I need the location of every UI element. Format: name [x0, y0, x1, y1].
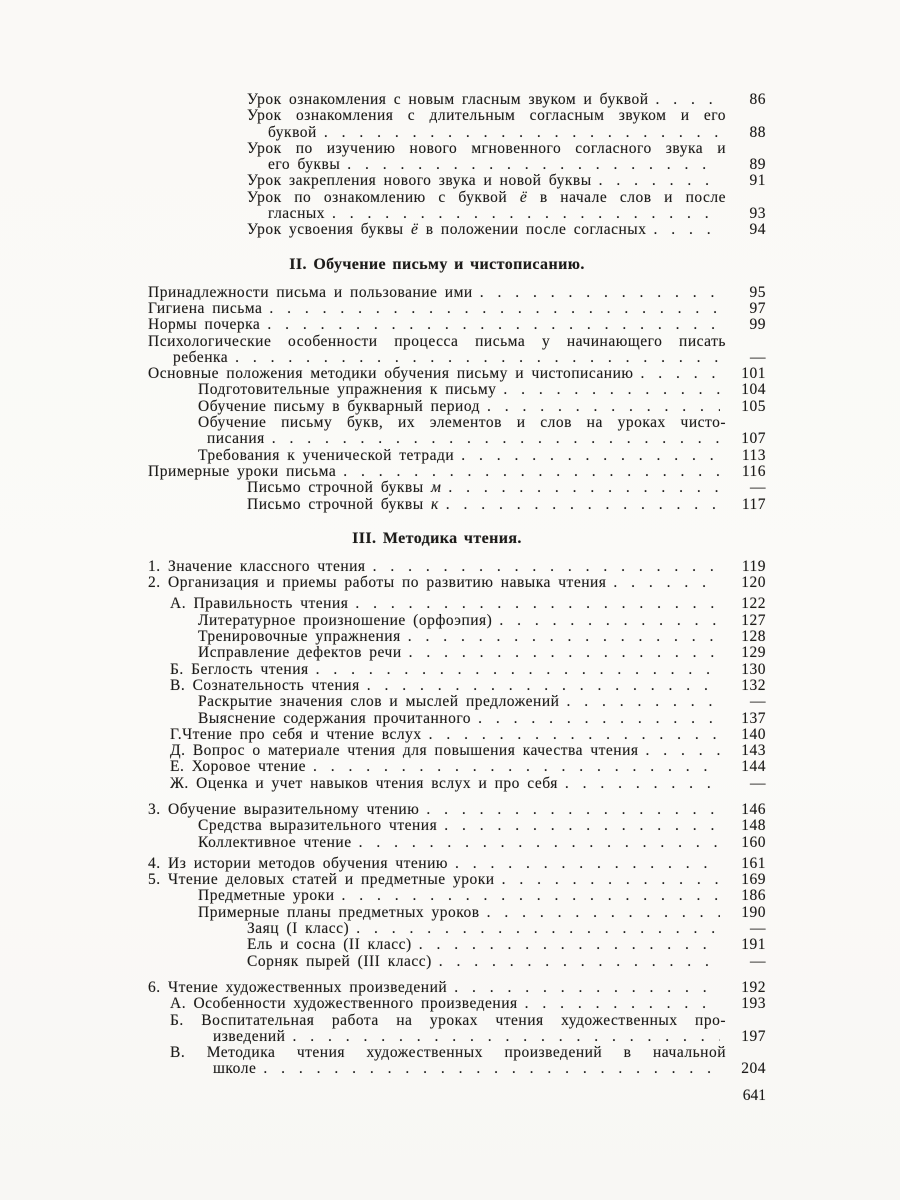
page-ref: 192 [741, 978, 766, 996]
folio-page-number: 641 [742, 1086, 766, 1104]
dot-leader [408, 629, 720, 645]
toc-entry-text: 2. Организация и приемы работы по развитию навыка чтения [148, 574, 607, 592]
toc-row [148, 92, 766, 108]
toc-entry-text: Средства выразительного чтения [198, 817, 438, 835]
toc-entry-text: изведений [213, 1027, 286, 1045]
dot-leader [599, 173, 720, 189]
page-ref: 119 [741, 557, 766, 575]
page-ref: 148 [741, 817, 766, 835]
toc-row [148, 350, 766, 366]
dot-leader [426, 802, 720, 818]
toc-entry-text: Г.Чтение про себя и чтение вслух [170, 725, 422, 743]
toc-row [148, 559, 766, 575]
dot-leader [373, 559, 720, 575]
toc-entry-text: Урок ознакомления с длительным согласным звуком и его [247, 107, 726, 125]
page-ref: 91 [749, 172, 766, 190]
toc-entry-text: Ж. Оценка и учет навыков чтения вслух и про себя [170, 774, 558, 792]
toc-row [148, 835, 766, 851]
page-ref: 169 [741, 871, 766, 889]
toc-row [148, 108, 766, 124]
toc-row [148, 743, 766, 759]
toc-row [148, 888, 766, 904]
page-ref: — [750, 693, 766, 711]
dot-leader [455, 856, 720, 872]
toc-row [148, 464, 766, 480]
page-ref: — [750, 952, 766, 970]
toc-row [148, 629, 766, 645]
toc-entry-text: Психологические особенности процесса письма у начинающего писать [148, 332, 726, 350]
dot-leader [653, 222, 720, 238]
toc-row [148, 382, 766, 398]
toc-entry-text: Заяц (I класс) [247, 920, 350, 938]
toc-row [148, 596, 766, 612]
page-ref: 193 [741, 995, 766, 1013]
page-ref: 132 [741, 676, 766, 694]
toc-entry-text: Нормы почерка [148, 316, 261, 334]
page-ref: 117 [741, 495, 766, 513]
toc-entry-text: Тренировочные упражнения [198, 628, 401, 646]
page-ref: 88 [749, 123, 766, 141]
page-ref: 104 [741, 381, 766, 399]
page-ref: 127 [741, 611, 766, 629]
toc-entry-text: Исправление дефектов речи [198, 644, 402, 662]
toc-entry-text: Письмо строчной буквы м [247, 479, 442, 497]
toc-entry-text: Предметные уроки [198, 887, 335, 905]
toc-row [148, 711, 766, 727]
dot-leader [272, 431, 720, 447]
dot-leader [263, 1061, 720, 1077]
dot-leader [313, 759, 720, 775]
toc-entry-text: Требования к ученической тетради [198, 446, 455, 464]
page-ref: 191 [741, 936, 766, 954]
toc-entry-text: В. Методика чтения художественных произведений в начальной [170, 1044, 726, 1062]
toc-row [148, 937, 766, 953]
dot-leader [409, 645, 720, 661]
toc-row [148, 694, 766, 710]
page-ref: 89 [749, 156, 766, 174]
dot-leader [367, 678, 720, 694]
toc-row [148, 575, 766, 591]
dot-leader [316, 662, 720, 678]
dot-leader [356, 921, 720, 937]
page-ref: 143 [741, 742, 766, 760]
page-ref: 122 [741, 595, 766, 613]
toc-entry-text: Урок по изучению нового мгновенного согласного звука и [247, 139, 726, 157]
page-ref: 95 [749, 283, 766, 301]
page-ref: 146 [741, 800, 766, 818]
dot-leader [292, 1029, 720, 1045]
dot-leader [613, 575, 720, 591]
toc-row [148, 497, 766, 513]
toc-row [148, 856, 766, 872]
section-heading: III. Методика чтения. [352, 529, 522, 547]
page-ref: 186 [741, 887, 766, 905]
toc-entry-text: 6. Чтение художественных произведений [148, 978, 448, 996]
dot-leader [646, 743, 720, 759]
toc-entry-text: Урок по ознакомлению с буквой ё в начале слов и после [247, 188, 726, 206]
dot-leader [439, 954, 720, 970]
dot-leader [269, 301, 720, 317]
toc-entry-text: 5. Чтение деловых статей и предметные уроки [148, 871, 495, 889]
toc-entry-text: А. Правильность чтения [170, 595, 349, 613]
toc-row [148, 1045, 766, 1061]
toc-row [148, 802, 766, 818]
toc-entry-text: его буквы [268, 156, 341, 174]
page-ref: — [750, 920, 766, 938]
toc-row [148, 1029, 766, 1045]
toc-entry-text: Обучение письму букв, их элементов и слов на уроках чисто- [198, 414, 726, 432]
toc-row [148, 301, 766, 317]
page-ref: 113 [741, 446, 766, 464]
page-ref: 197 [741, 1027, 766, 1045]
toc-entry-text: 3. Обучение выразительному чтению [148, 800, 420, 818]
toc-entry-text: Примерные уроки письма [148, 462, 337, 480]
toc-row [148, 996, 766, 1012]
toc-entry-text: 4. Из истории методов обучения чтению [148, 854, 448, 872]
page-ref: 130 [741, 660, 766, 678]
toc-entry-text: Принадлежности письма и пользование ими [148, 283, 473, 301]
toc-row [148, 206, 766, 222]
toc-rows-container [148, 92, 766, 1078]
toc-row [148, 366, 766, 382]
dot-leader [347, 157, 720, 173]
toc-entry-text: Ель и сосна (II класс) [247, 936, 412, 954]
dot-leader [566, 694, 720, 710]
toc-row [148, 448, 766, 464]
dot-leader [503, 382, 720, 398]
toc-row [148, 905, 766, 921]
toc-entry-text: В. Сознательность чтения [170, 676, 360, 694]
page-ref: — [750, 348, 766, 366]
toc-entry-text: буквой [268, 123, 317, 141]
page-ref: 128 [741, 628, 766, 646]
toc-row [148, 678, 766, 694]
toc-row [148, 415, 766, 431]
toc-entry-text: 1. Значение классного чтения [148, 557, 366, 575]
page-ref: 99 [749, 316, 766, 334]
toc-row [148, 759, 766, 775]
page-ref: — [750, 774, 766, 792]
toc-row [148, 776, 766, 792]
toc-row [148, 190, 766, 206]
page-ref: 160 [741, 833, 766, 851]
page-ref: 140 [741, 725, 766, 743]
toc-entry-text: А. Особенности художественного произведения [170, 995, 518, 1013]
dot-leader [448, 480, 720, 496]
toc-entry-text: Е. Хоровое чтение [170, 758, 307, 776]
page-ref: 93 [749, 205, 766, 223]
toc-entry-text: Б. Воспитательная работа на уроках чтения художественных про- [170, 1011, 726, 1029]
dot-leader [502, 872, 720, 888]
toc-entry-text: Выяснение содержания прочитанного [198, 709, 472, 727]
dot-leader [359, 835, 720, 851]
page-ref: 144 [741, 758, 766, 776]
dot-leader [429, 727, 720, 743]
toc-entry-text: Б. Беглость чтения [170, 660, 309, 678]
toc-row [148, 334, 766, 350]
toc-entry-text: Сорняк пырей (III класс) [247, 952, 432, 970]
toc-row [148, 662, 766, 678]
dot-leader [487, 399, 720, 415]
toc-entry-text: Коллективное чтение [198, 833, 352, 851]
dot-leader [656, 92, 720, 108]
section-heading: II. Обучение письму и чистописанию. [289, 255, 585, 273]
toc-entry-text: ребенка [173, 348, 229, 366]
table-of-contents [148, 92, 766, 1104]
toc-entry-text: Д. Вопрос о материале чтения для повышения качества чтения [170, 742, 639, 760]
dot-leader [355, 596, 720, 612]
dot-leader [487, 905, 720, 921]
page-ref: 101 [741, 365, 766, 383]
dot-leader [267, 317, 720, 333]
toc-row [148, 613, 766, 629]
toc-row [148, 921, 766, 937]
toc-entry-text: писания [207, 430, 265, 448]
page-ref: 107 [741, 430, 766, 448]
page-ref: 161 [741, 854, 766, 872]
page-ref: 190 [741, 903, 766, 921]
page-ref: 137 [741, 709, 766, 727]
toc-entry-text: Основные положения методики обучения письму и чистописанию [148, 365, 634, 383]
toc-row [148, 125, 766, 141]
toc-row [148, 872, 766, 888]
dot-leader [446, 497, 720, 513]
dot-leader [342, 888, 720, 904]
dot-leader [343, 464, 720, 480]
toc-row [148, 1061, 766, 1077]
toc-row [148, 645, 766, 661]
dot-leader [499, 613, 720, 629]
page-ref: 204 [741, 1060, 766, 1078]
dot-leader [478, 711, 720, 727]
toc-entry-text: гласных [268, 205, 326, 223]
dot-leader [525, 996, 720, 1012]
page-ref: 86 [749, 91, 766, 108]
dot-leader [419, 937, 720, 953]
toc-entry-text: Подготовительные упражнения к письму [198, 381, 497, 399]
page-ref: 105 [741, 397, 766, 415]
toc-row [148, 431, 766, 447]
toc-entry-text: Обучение письму в букварный период [198, 397, 481, 415]
toc-entry-text: Примерные планы предметных уроков [198, 903, 480, 921]
toc-row [148, 954, 766, 970]
dot-leader [454, 980, 720, 996]
page-ref: 129 [741, 644, 766, 662]
toc-row [148, 1013, 766, 1029]
page-ref: 94 [749, 221, 766, 239]
toc-row [148, 285, 766, 301]
dot-leader [640, 366, 720, 382]
dot-leader [444, 818, 720, 834]
toc-entry-text: Гигиена письма [148, 299, 263, 317]
toc-entry-text: школе [213, 1060, 257, 1078]
toc-row [148, 222, 766, 238]
dot-leader [480, 285, 720, 301]
page-ref: 97 [749, 299, 766, 317]
dot-leader [235, 350, 720, 366]
page-ref: 116 [741, 462, 766, 480]
toc-row [148, 173, 766, 189]
toc-row [148, 980, 766, 996]
page-ref: 120 [741, 574, 766, 592]
toc-entry-text: Литературное произношение (орфоэпия) [198, 611, 493, 629]
toc-row [148, 480, 766, 496]
toc-entry-text: Письмо строчной буквы к [247, 495, 439, 513]
dot-leader [461, 448, 720, 464]
dot-leader [332, 206, 720, 222]
toc-row [148, 141, 766, 157]
toc-entry-text: Урок усвоения буквы ё в положении после согласных [247, 221, 647, 239]
toc-entry-text: Урок закрепления нового звука и новой буквы [247, 172, 592, 190]
dot-leader [324, 125, 720, 141]
toc-row [148, 727, 766, 743]
toc-entry-text: Урок ознакомления с новым гласным звуком и буквой [247, 91, 649, 108]
toc-row [148, 317, 766, 333]
page-ref: — [750, 479, 766, 497]
toc-row [148, 818, 766, 834]
dot-leader [565, 776, 720, 792]
toc-row [148, 399, 766, 415]
toc-row [148, 157, 766, 173]
toc-entry-text: Раскрытие значения слов и мыслей предложений [198, 693, 560, 711]
